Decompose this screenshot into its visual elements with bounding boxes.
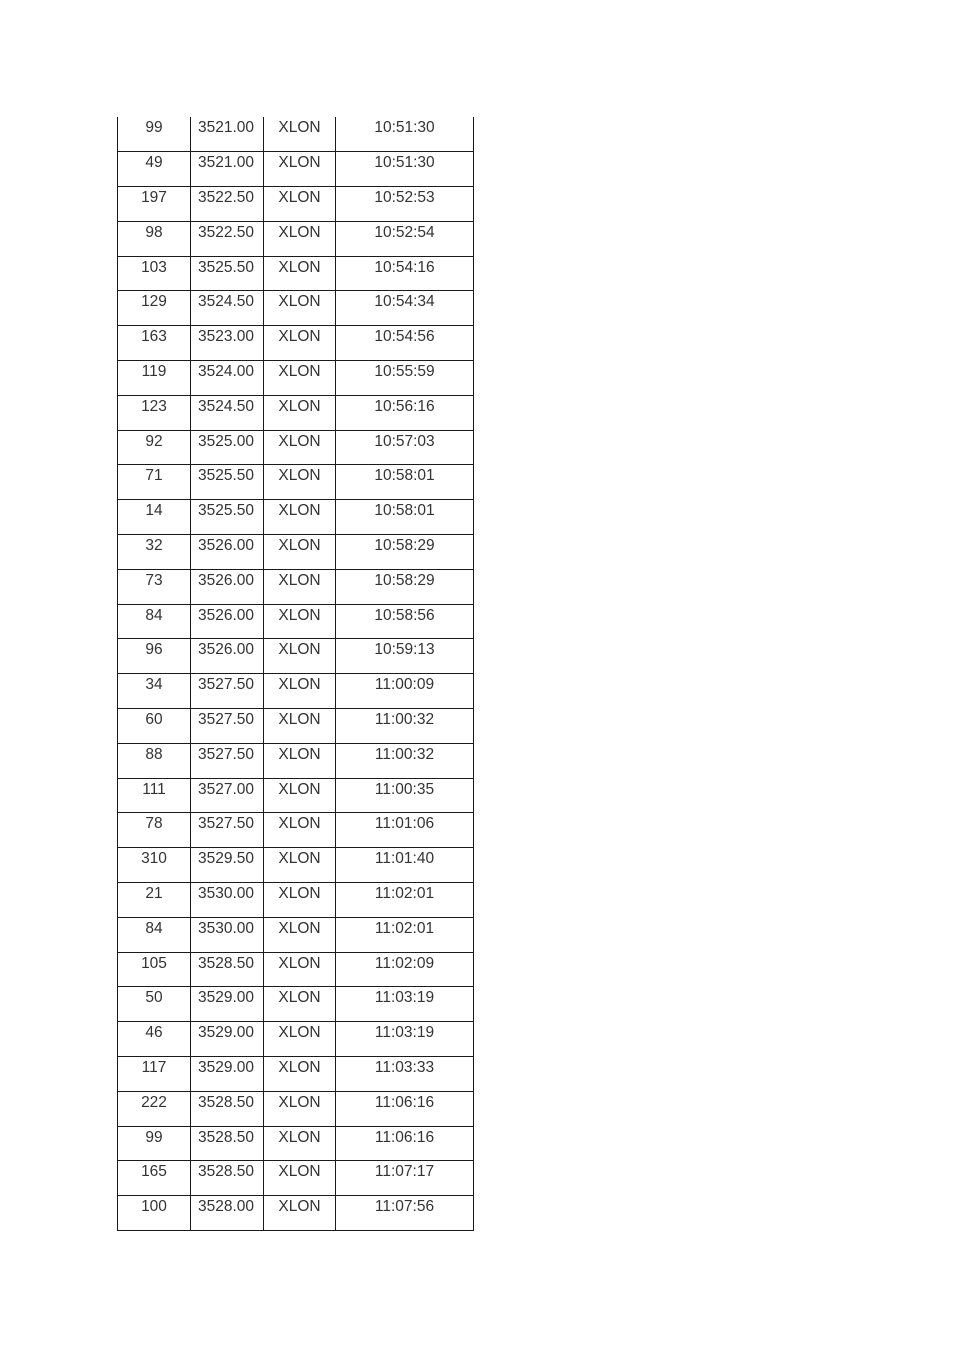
- table-row: [118, 1057, 474, 1092]
- price-cell: 3528.50: [191, 1126, 264, 1161]
- venue-cell: XLON: [264, 1022, 336, 1057]
- quantity-cell: 46: [118, 1022, 191, 1057]
- time-cell: 11:02:01: [336, 917, 474, 952]
- price-cell: 3525.50: [191, 465, 264, 500]
- table-row: [118, 291, 474, 326]
- price-cell: 3528.00: [191, 1196, 264, 1231]
- venue-cell: XLON: [264, 465, 336, 500]
- venue-cell: XLON: [264, 1196, 336, 1231]
- table-row: [118, 361, 474, 396]
- price-cell: 3529.00: [191, 1022, 264, 1057]
- time-cell: 11:07:17: [336, 1161, 474, 1196]
- quantity-cell: 111: [118, 778, 191, 813]
- venue-cell: XLON: [264, 1057, 336, 1092]
- venue-cell: XLON: [264, 987, 336, 1022]
- time-cell: 11:03:33: [336, 1057, 474, 1092]
- price-cell: 3528.50: [191, 1161, 264, 1196]
- venue-cell: XLON: [264, 569, 336, 604]
- table-row: [118, 848, 474, 883]
- price-cell: 3527.50: [191, 743, 264, 778]
- quantity-cell: 222: [118, 1091, 191, 1126]
- quantity-cell: 92: [118, 430, 191, 465]
- table-row: [118, 883, 474, 918]
- time-cell: 11:03:19: [336, 987, 474, 1022]
- time-cell: 10:54:34: [336, 291, 474, 326]
- price-cell: 3530.00: [191, 917, 264, 952]
- venue-cell: XLON: [264, 604, 336, 639]
- time-cell: 11:02:09: [336, 952, 474, 987]
- venue-cell: XLON: [264, 639, 336, 674]
- table-row: [118, 535, 474, 570]
- table-row: [118, 326, 474, 361]
- price-cell: 3527.50: [191, 674, 264, 709]
- quantity-cell: 21: [118, 883, 191, 918]
- time-cell: 10:58:56: [336, 604, 474, 639]
- venue-cell: XLON: [264, 1161, 336, 1196]
- venue-cell: XLON: [264, 917, 336, 952]
- time-cell: 11:02:01: [336, 883, 474, 918]
- price-cell: 3527.00: [191, 778, 264, 813]
- venue-cell: XLON: [264, 187, 336, 222]
- quantity-cell: 100: [118, 1196, 191, 1231]
- quantity-cell: 49: [118, 152, 191, 187]
- time-cell: 11:03:19: [336, 1022, 474, 1057]
- time-cell: 11:07:56: [336, 1196, 474, 1231]
- quantity-cell: 96: [118, 639, 191, 674]
- time-cell: 10:58:29: [336, 535, 474, 570]
- price-cell: 3527.50: [191, 813, 264, 848]
- venue-cell: XLON: [264, 952, 336, 987]
- time-cell: 11:06:16: [336, 1091, 474, 1126]
- price-cell: 3523.00: [191, 326, 264, 361]
- quantity-cell: 310: [118, 848, 191, 883]
- venue-cell: XLON: [264, 883, 336, 918]
- venue-cell: XLON: [264, 395, 336, 430]
- table-row: [118, 952, 474, 987]
- price-cell: 3525.50: [191, 500, 264, 535]
- venue-cell: XLON: [264, 848, 336, 883]
- quantity-cell: 84: [118, 917, 191, 952]
- quantity-cell: 163: [118, 326, 191, 361]
- trades-table-body: [118, 117, 474, 1231]
- table-row: [118, 465, 474, 500]
- table-row: [118, 152, 474, 187]
- time-cell: 10:51:30: [336, 152, 474, 187]
- table-row: [118, 1196, 474, 1231]
- quantity-cell: 78: [118, 813, 191, 848]
- time-cell: 10:54:56: [336, 326, 474, 361]
- time-cell: 10:54:16: [336, 256, 474, 291]
- venue-cell: XLON: [264, 778, 336, 813]
- table-row: [118, 987, 474, 1022]
- venue-cell: XLON: [264, 361, 336, 396]
- time-cell: 10:58:01: [336, 465, 474, 500]
- quantity-cell: 99: [118, 1126, 191, 1161]
- time-cell: 10:56:16: [336, 395, 474, 430]
- quantity-cell: 165: [118, 1161, 191, 1196]
- venue-cell: XLON: [264, 326, 336, 361]
- table-row: [118, 917, 474, 952]
- price-cell: 3524.50: [191, 291, 264, 326]
- venue-cell: XLON: [264, 430, 336, 465]
- quantity-cell: 129: [118, 291, 191, 326]
- quantity-cell: 88: [118, 743, 191, 778]
- table-row: [118, 1022, 474, 1057]
- trades-table: [117, 117, 474, 1231]
- price-cell: 3528.50: [191, 952, 264, 987]
- venue-cell: XLON: [264, 291, 336, 326]
- venue-cell: XLON: [264, 1091, 336, 1126]
- price-cell: 3526.00: [191, 569, 264, 604]
- time-cell: 10:57:03: [336, 430, 474, 465]
- venue-cell: XLON: [264, 535, 336, 570]
- time-cell: 10:55:59: [336, 361, 474, 396]
- price-cell: 3526.00: [191, 535, 264, 570]
- time-cell: 11:06:16: [336, 1126, 474, 1161]
- table-row: [118, 778, 474, 813]
- price-cell: 3521.00: [191, 152, 264, 187]
- venue-cell: XLON: [264, 221, 336, 256]
- quantity-cell: 98: [118, 221, 191, 256]
- quantity-cell: 103: [118, 256, 191, 291]
- venue-cell: XLON: [264, 709, 336, 744]
- table-row: [118, 430, 474, 465]
- time-cell: 10:59:13: [336, 639, 474, 674]
- price-cell: 3525.00: [191, 430, 264, 465]
- table-row: [118, 1126, 474, 1161]
- table-row: [118, 395, 474, 430]
- time-cell: 11:01:06: [336, 813, 474, 848]
- price-cell: 3530.00: [191, 883, 264, 918]
- price-cell: 3522.50: [191, 221, 264, 256]
- table-row: [118, 256, 474, 291]
- quantity-cell: 60: [118, 709, 191, 744]
- venue-cell: XLON: [264, 256, 336, 291]
- price-cell: 3529.00: [191, 987, 264, 1022]
- table-row: [118, 604, 474, 639]
- quantity-cell: 119: [118, 361, 191, 396]
- quantity-cell: 117: [118, 1057, 191, 1092]
- table-row: [118, 709, 474, 744]
- price-cell: 3524.50: [191, 395, 264, 430]
- time-cell: 11:01:40: [336, 848, 474, 883]
- time-cell: 10:58:29: [336, 569, 474, 604]
- table-row: [118, 1161, 474, 1196]
- price-cell: 3527.50: [191, 709, 264, 744]
- price-cell: 3525.50: [191, 256, 264, 291]
- quantity-cell: 71: [118, 465, 191, 500]
- price-cell: 3522.50: [191, 187, 264, 222]
- quantity-cell: 73: [118, 569, 191, 604]
- price-cell: 3524.00: [191, 361, 264, 396]
- table-row: [118, 743, 474, 778]
- time-cell: 11:00:35: [336, 778, 474, 813]
- quantity-cell: 84: [118, 604, 191, 639]
- time-cell: 10:52:54: [336, 221, 474, 256]
- quantity-cell: 34: [118, 674, 191, 709]
- quantity-cell: 14: [118, 500, 191, 535]
- price-cell: 3521.00: [191, 117, 264, 152]
- price-cell: 3526.00: [191, 639, 264, 674]
- venue-cell: XLON: [264, 674, 336, 709]
- venue-cell: XLON: [264, 500, 336, 535]
- time-cell: 11:00:09: [336, 674, 474, 709]
- quantity-cell: 197: [118, 187, 191, 222]
- table-row: [118, 187, 474, 222]
- venue-cell: XLON: [264, 1126, 336, 1161]
- table-row: [118, 569, 474, 604]
- venue-cell: XLON: [264, 117, 336, 152]
- table-row: [118, 674, 474, 709]
- venue-cell: XLON: [264, 743, 336, 778]
- price-cell: 3529.50: [191, 848, 264, 883]
- time-cell: 11:00:32: [336, 743, 474, 778]
- table-row: [118, 117, 474, 152]
- table-row: [118, 1091, 474, 1126]
- time-cell: 10:52:53: [336, 187, 474, 222]
- table-row: [118, 639, 474, 674]
- quantity-cell: 123: [118, 395, 191, 430]
- quantity-cell: 50: [118, 987, 191, 1022]
- quantity-cell: 99: [118, 117, 191, 152]
- venue-cell: XLON: [264, 152, 336, 187]
- table-row: [118, 813, 474, 848]
- venue-cell: XLON: [264, 813, 336, 848]
- price-cell: 3529.00: [191, 1057, 264, 1092]
- quantity-cell: 32: [118, 535, 191, 570]
- table-row: [118, 500, 474, 535]
- time-cell: 11:00:32: [336, 709, 474, 744]
- price-cell: 3528.50: [191, 1091, 264, 1126]
- table-row: [118, 221, 474, 256]
- price-cell: 3526.00: [191, 604, 264, 639]
- time-cell: 10:51:30: [336, 117, 474, 152]
- quantity-cell: 105: [118, 952, 191, 987]
- time-cell: 10:58:01: [336, 500, 474, 535]
